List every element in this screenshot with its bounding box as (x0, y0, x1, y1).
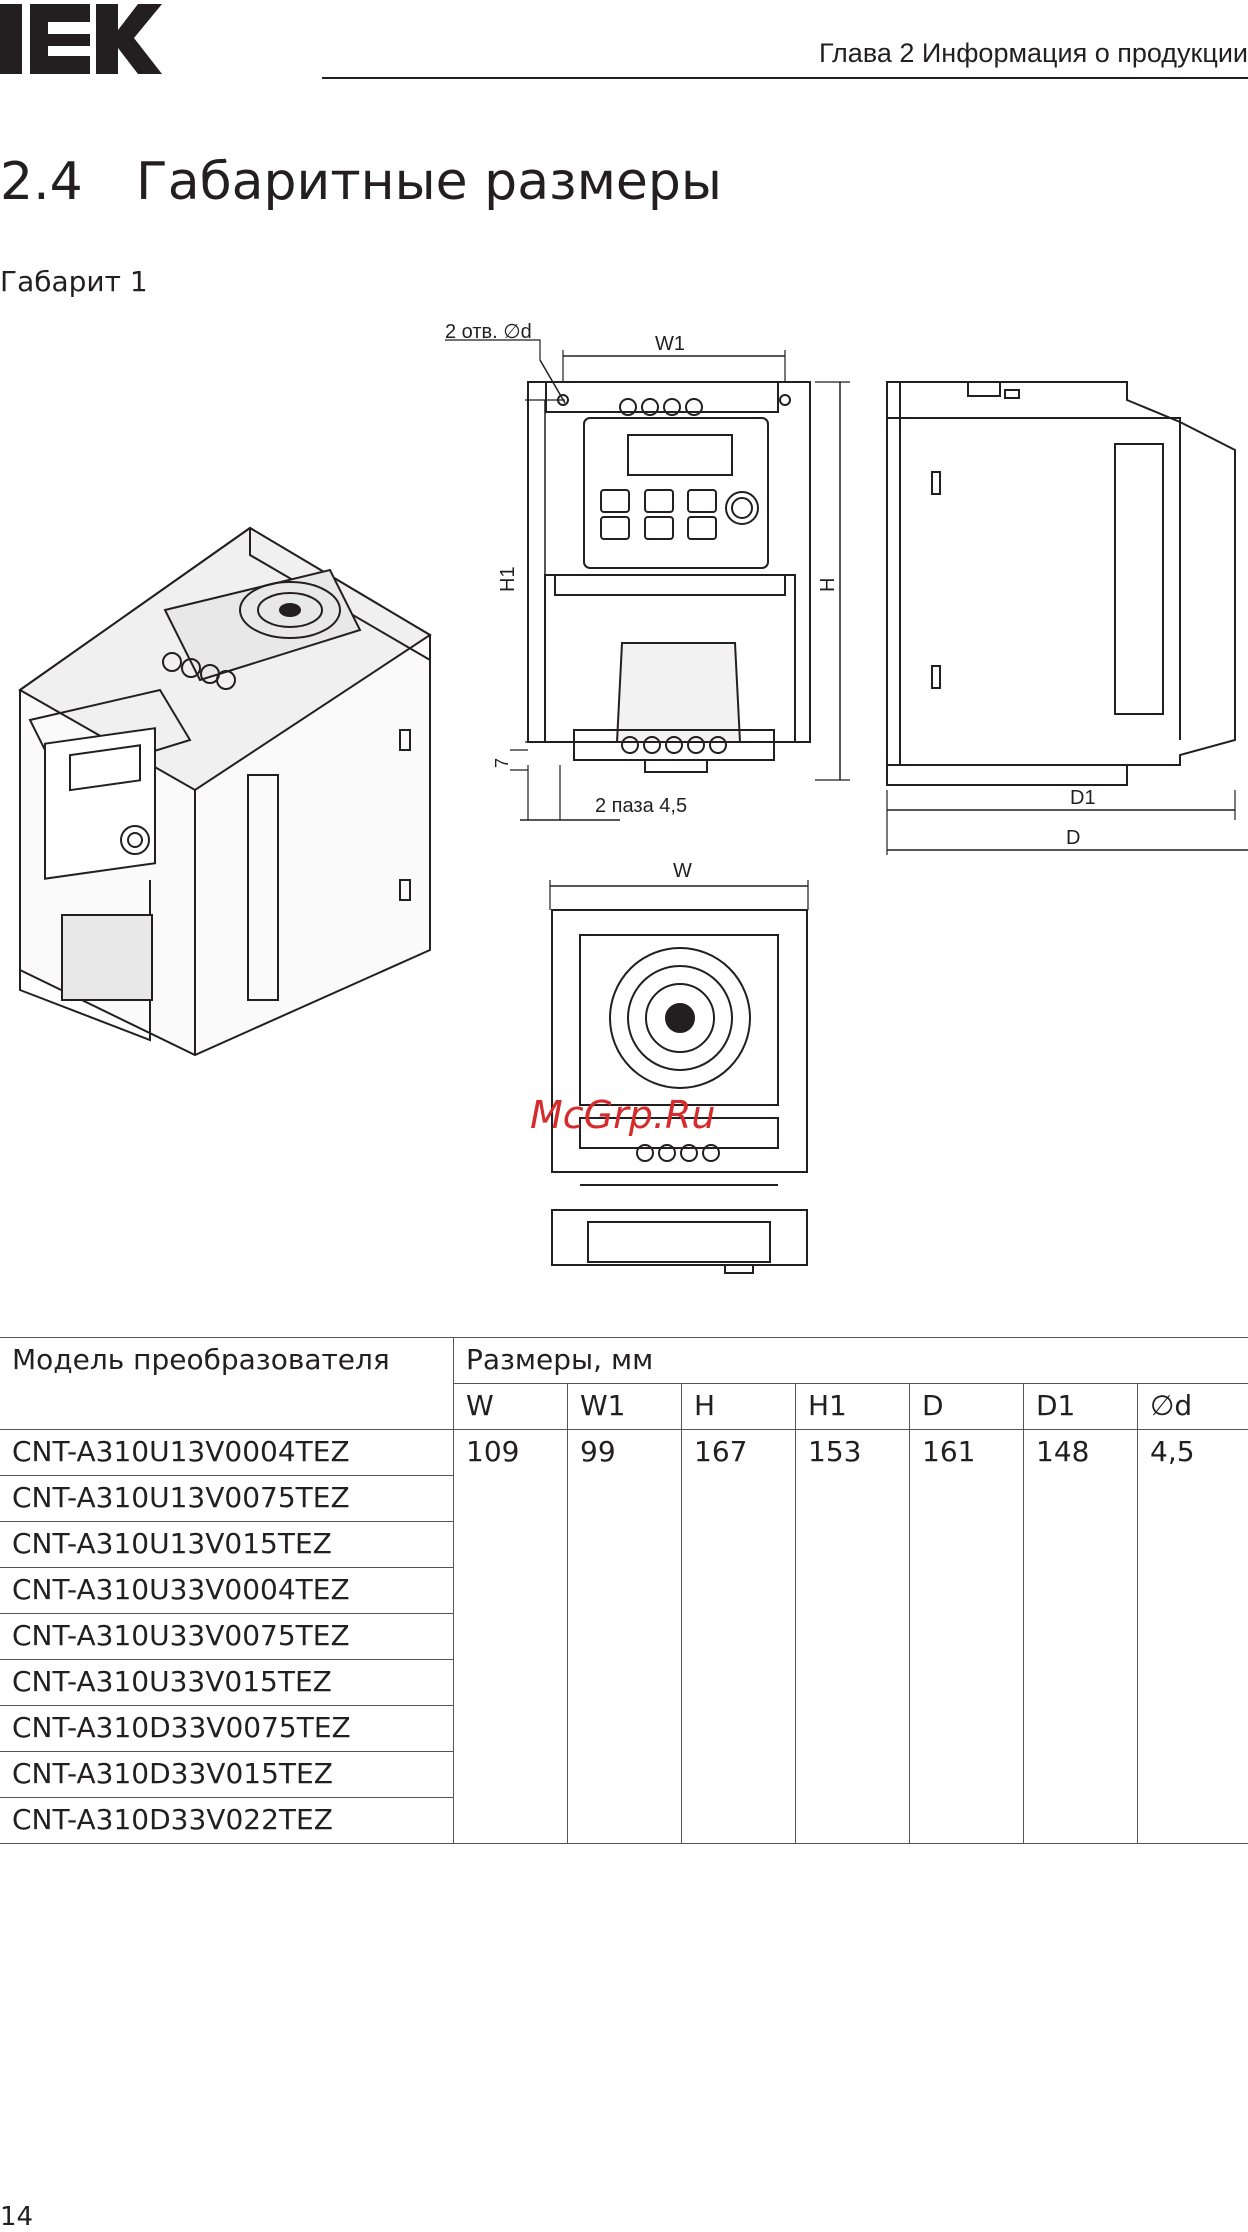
col-header-h: H (682, 1384, 796, 1430)
model-cell: CNT-A310U13V0004TEZ (0, 1430, 454, 1476)
section-number: 2.4 (0, 152, 136, 212)
d1-label: D1 (1070, 787, 1096, 809)
table-row (0, 1430, 1248, 1476)
seven-label: 7 (492, 758, 512, 768)
model-cell: CNT-A310D33V0075TEZ (0, 1706, 454, 1752)
chapter-title: Глава 2 Информация о продукции (819, 38, 1248, 69)
value-d1: 148 (1024, 1430, 1138, 1844)
model-cell: CNT-A310U13V015TEZ (0, 1522, 454, 1568)
subsection-title: Габарит 1 (0, 265, 148, 298)
model-cell: CNT-A310U33V015TEZ (0, 1660, 454, 1706)
table-header-row (0, 1338, 1248, 1384)
col-header-w1: W1 (568, 1384, 682, 1430)
slots-label: 2 паза 4,5 (595, 795, 687, 817)
value-h: 167 (682, 1430, 796, 1844)
value-h1: 153 (796, 1430, 910, 1844)
header-divider (322, 77, 1248, 79)
isometric-view (20, 528, 430, 1055)
side-view (887, 382, 1248, 855)
col-header-d1: D1 (1024, 1384, 1138, 1430)
value-w: 109 (454, 1430, 568, 1844)
col-header-h1: H1 (796, 1384, 910, 1430)
header-model: Модель преобразователя (0, 1338, 454, 1430)
w1-label: W1 (655, 333, 685, 355)
section-heading (0, 152, 722, 212)
iek-logo (0, 0, 162, 78)
dimensions-table (0, 1337, 1248, 1844)
value-diameter: 4,5 (1138, 1430, 1248, 1844)
d-label: D (1066, 827, 1080, 849)
header-dims: Размеры, мм (454, 1338, 1248, 1384)
page-number: 14 (0, 2202, 33, 2232)
section-title: Габаритные размеры (136, 152, 722, 212)
model-cell: CNT-A310U13V0075TEZ (0, 1476, 454, 1522)
col-header-diameter: ∅d (1138, 1384, 1248, 1430)
value-d: 161 (910, 1430, 1024, 1844)
model-cell: CNT-A310D33V022TEZ (0, 1798, 454, 1844)
w-label: W (673, 860, 692, 882)
h1-label: H1 (497, 566, 519, 592)
holes-label: 2 отв. ∅d (445, 321, 532, 343)
value-w1: 99 (568, 1430, 682, 1844)
model-cell: CNT-A310D33V015TEZ (0, 1752, 454, 1798)
watermark: McGrp.Ru (530, 1093, 715, 1137)
model-cell: CNT-A310U33V0075TEZ (0, 1614, 454, 1660)
model-cell: CNT-A310U33V0004TEZ (0, 1568, 454, 1614)
front-view (445, 321, 850, 820)
h-label: H (817, 578, 839, 592)
top-view (550, 860, 808, 1273)
col-header-d: D (910, 1384, 1024, 1430)
col-header-w: W (454, 1384, 568, 1430)
